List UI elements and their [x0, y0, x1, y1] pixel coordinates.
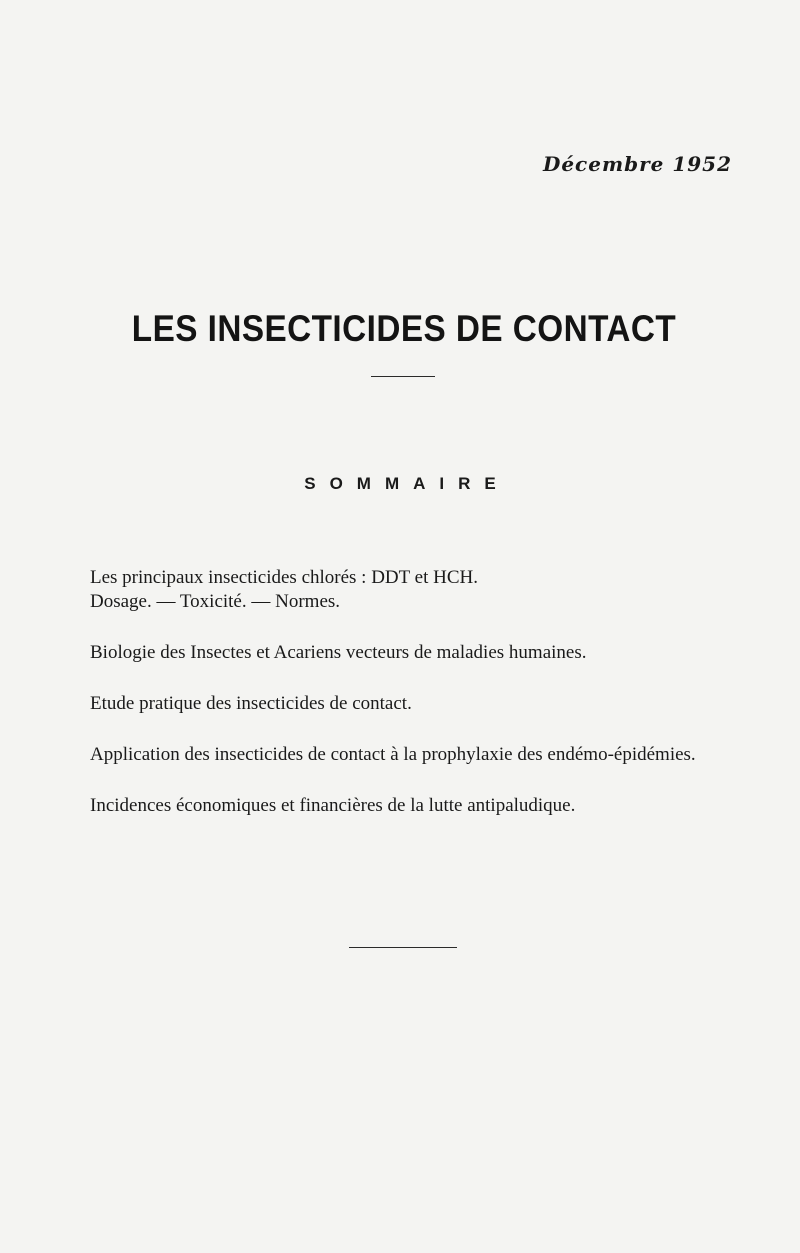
toc-entry	[90, 566, 740, 614]
toc-entry-text: Application des insecticides de contact à la prophylaxie des endémo-épidémies.	[90, 744, 696, 765]
toc-entry	[90, 743, 740, 767]
toc-entry-text: Les principaux insecticides chlorés : DDT et HCH.	[90, 567, 478, 588]
toc-entry-text: Biologie des Insectes et Acariens vecteurs de maladies humaines.	[90, 642, 587, 663]
toc-entry-subtext: Dosage. — Toxicité. — Normes.	[90, 591, 341, 612]
document-title: LES INSECTICIDES DE CONTACT	[131, 308, 677, 349]
toc-entry	[90, 692, 740, 716]
section-heading: SOMMAIRE	[304, 474, 510, 493]
document-date: Décembre 1952	[542, 152, 732, 176]
toc-entry-text: Incidences économiques et financières de la lutte antipaludique.	[90, 795, 576, 816]
table-of-contents	[90, 566, 740, 818]
closing-divider	[349, 947, 457, 948]
toc-entry	[90, 641, 740, 665]
toc-entry-text: Etude pratique des insecticides de contact.	[90, 693, 412, 714]
toc-entry	[90, 794, 740, 818]
title-divider	[371, 376, 435, 377]
